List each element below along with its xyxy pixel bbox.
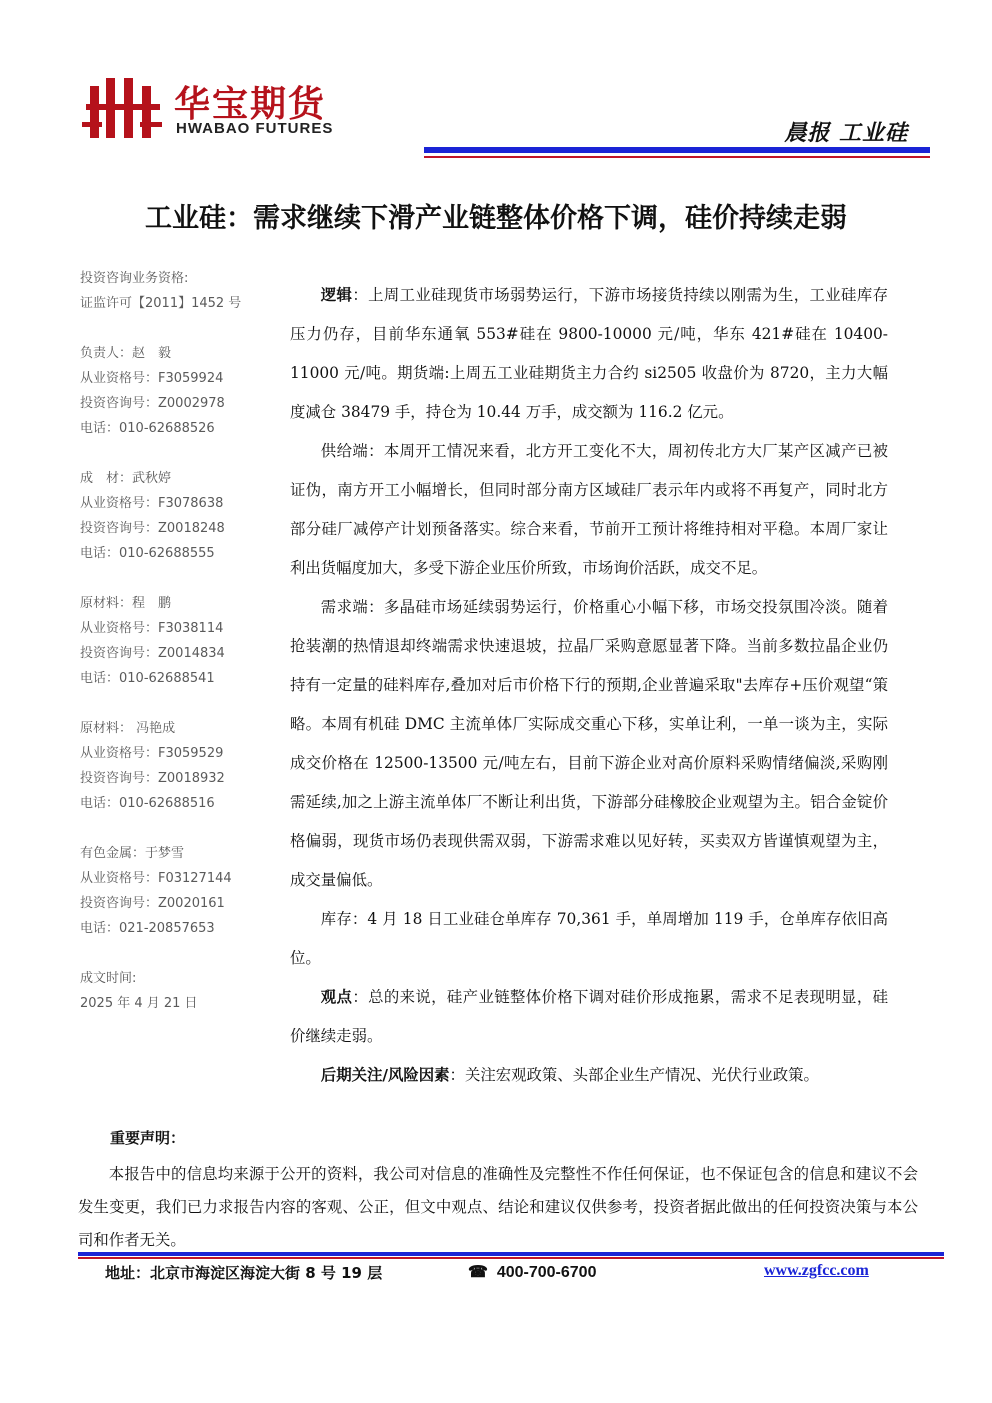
contact-block (80, 591, 280, 691)
report-body (290, 276, 888, 1095)
contact-phone: 电话：010-62688526 (80, 421, 215, 436)
logo-english-name: HWABAO FUTURES (176, 120, 334, 137)
contact-advisory: 投资咨询号：Z0014834 (80, 646, 225, 661)
inventory-paragraph: 库存：4 月 18 日工业硅仓单库存 70,361 手，单周增加 119 手，仓单库存依旧高位。 (290, 910, 888, 967)
report-title: 工业硅：需求继续下滑产业链整体价格下调，硅价持续走弱 (145, 203, 847, 234)
contact-role: 有色金属：于梦雪 (80, 846, 185, 861)
hwabao-logo-mark-icon (82, 74, 164, 140)
contact-license: 从业资格号：F3078638 (80, 496, 224, 511)
header-rule-red (424, 156, 930, 158)
view-paragraph (290, 978, 888, 1056)
contact-role: 负责人：赵 毅 (80, 346, 172, 361)
disclaimer-title: 重要声明： (110, 1129, 186, 1147)
logic-text: ：上周工业硅现货市场弱势运行，下游市场接货持续以刚需为生，工业硅库存压力仍存，目前华东通氧 553#硅在 9800-10000 元/吨，华东 421#硅在 10400-11000 元/吨。期货端:上周五工业硅期货主力合约 si2505 收盘价为 8720，主力大幅度减仓 38479 手，持仓为 10.44 万手，成交额为 116.2 亿元。 (290, 286, 888, 421)
company-logo (82, 74, 372, 140)
contact-phone: 电话：010-62688555 (80, 546, 215, 561)
qualification-license: 证监许可【2011】1452 号 (80, 296, 242, 311)
contact-block (80, 841, 280, 941)
contact-license: 从业资格号：F3038114 (80, 621, 224, 636)
risk-label: 后期关注/风险因素 (320, 1066, 450, 1084)
footer-rule-blue (78, 1252, 944, 1256)
contact-block (80, 466, 280, 566)
contact-phone: 电话：010-62688516 (80, 796, 215, 811)
contact-role: 原材料： 冯艳成 (80, 721, 176, 736)
risk-paragraph (290, 1056, 888, 1095)
contact-phone: 电话：010-62688541 (80, 671, 215, 686)
footer-rule-red (78, 1257, 944, 1259)
logic-label: 逻辑 (320, 286, 353, 304)
risk-text: ：关注宏观政策、头部企业生产情况、光伏行业政策。 (449, 1066, 819, 1084)
contact-advisory: 投资咨询号：Z0020161 (80, 896, 225, 911)
contact-advisory: 投资咨询号：Z0002978 (80, 396, 225, 411)
report-date: 2025 年 4 月 21 日 (80, 996, 198, 1011)
report-date-label: 成文时间: (80, 971, 137, 986)
qualification-label: 投资咨询业务资格: (80, 271, 189, 286)
contact-block (80, 341, 280, 441)
footer-phone (468, 1262, 596, 1282)
contact-advisory: 投资咨询号：Z0018248 (80, 521, 225, 536)
supply-paragraph: 供给端：本周开工情况来看，北方开工变化不大，周初传北方大厂某产区减产已被证伪，南方开工小幅增长，但同时部分南方区域硅厂表示年内或将不再复产，同时北方部分硅厂减停产计划预备落实。综合来看，节前开工预计将维持相对平稳。本周厂家让利出货幅度加大，多受下游企业压价所致，市场询价活跃，成交不足。 (290, 442, 888, 577)
contact-license: 从业资格号：F03127144 (80, 871, 232, 886)
view-label: 观点 (320, 988, 353, 1006)
contact-phone: 电话：021-20857653 (80, 921, 215, 936)
analyst-sidebar (80, 266, 280, 1016)
phone-icon: ☎ (468, 1264, 488, 1281)
contact-role: 成 材：武秋婷 (80, 471, 172, 486)
contact-license: 从业资格号：F3059529 (80, 746, 224, 761)
footer-phone-number: 400-700-6700 (496, 1264, 597, 1281)
report-type-label: 晨报 工业硅 (784, 120, 908, 146)
contact-block (80, 716, 280, 816)
disclaimer-text: 本报告中的信息均来源于公开的资料，我公司对信息的准确性及完整性不作任何保证，也不保证包含的信息和建议不会发生变更，我们已力求报告内容的客观、公正，但文中观点、结论和建议仅供参考，投资者据此做出的任何投资决策与本公司和作者无关。 (78, 1165, 918, 1249)
contact-license: 从业资格号：F3059924 (80, 371, 224, 386)
logo-chinese-name: 华宝期货 (174, 84, 327, 125)
footer-website-link[interactable]: www.zgfcc.com (764, 1262, 869, 1279)
header-rule-blue (424, 147, 930, 153)
view-text: ：总的来说，硅产业链整体价格下调对硅价形成拖累，需求不足表现明显，硅价继续走弱。 (290, 988, 888, 1045)
footer-address: 地址：北京市海淀区海淀大街 8 号 19 层 (105, 1264, 383, 1282)
contact-role: 原材料：程 鹏 (80, 596, 172, 611)
contact-advisory: 投资咨询号：Z0018932 (80, 771, 225, 786)
demand-paragraph: 需求端：多晶硅市场延续弱势运行，价格重心小幅下移，市场交投氛围冷淡。随着抢装潮的热情退却终端需求快速退坡，拉晶厂采购意愿显著下降。当前多数拉晶企业仍持有一定量的硅料库存,叠加对后市价格下行的预期,企业普遍采取"去库存+压价观望“策略。本周有机硅 DMC 主流单体厂实际成交重心下移，实单让利，一单一谈为主，实际成交价格在 12500-13500 元/吨左右，目前下游企业对高价原料采购情绪偏淡,采购刚需延续,加之上游主流单体厂不断让利出货，下游部分硅橡胶企业观望为主。铝合金锭价格偏弱，现货市场仍表现供需双弱，下游需求难以见好转，买卖双方皆谨慎观望为主，成交量偏低。 (290, 598, 888, 889)
logic-paragraph (290, 276, 888, 432)
